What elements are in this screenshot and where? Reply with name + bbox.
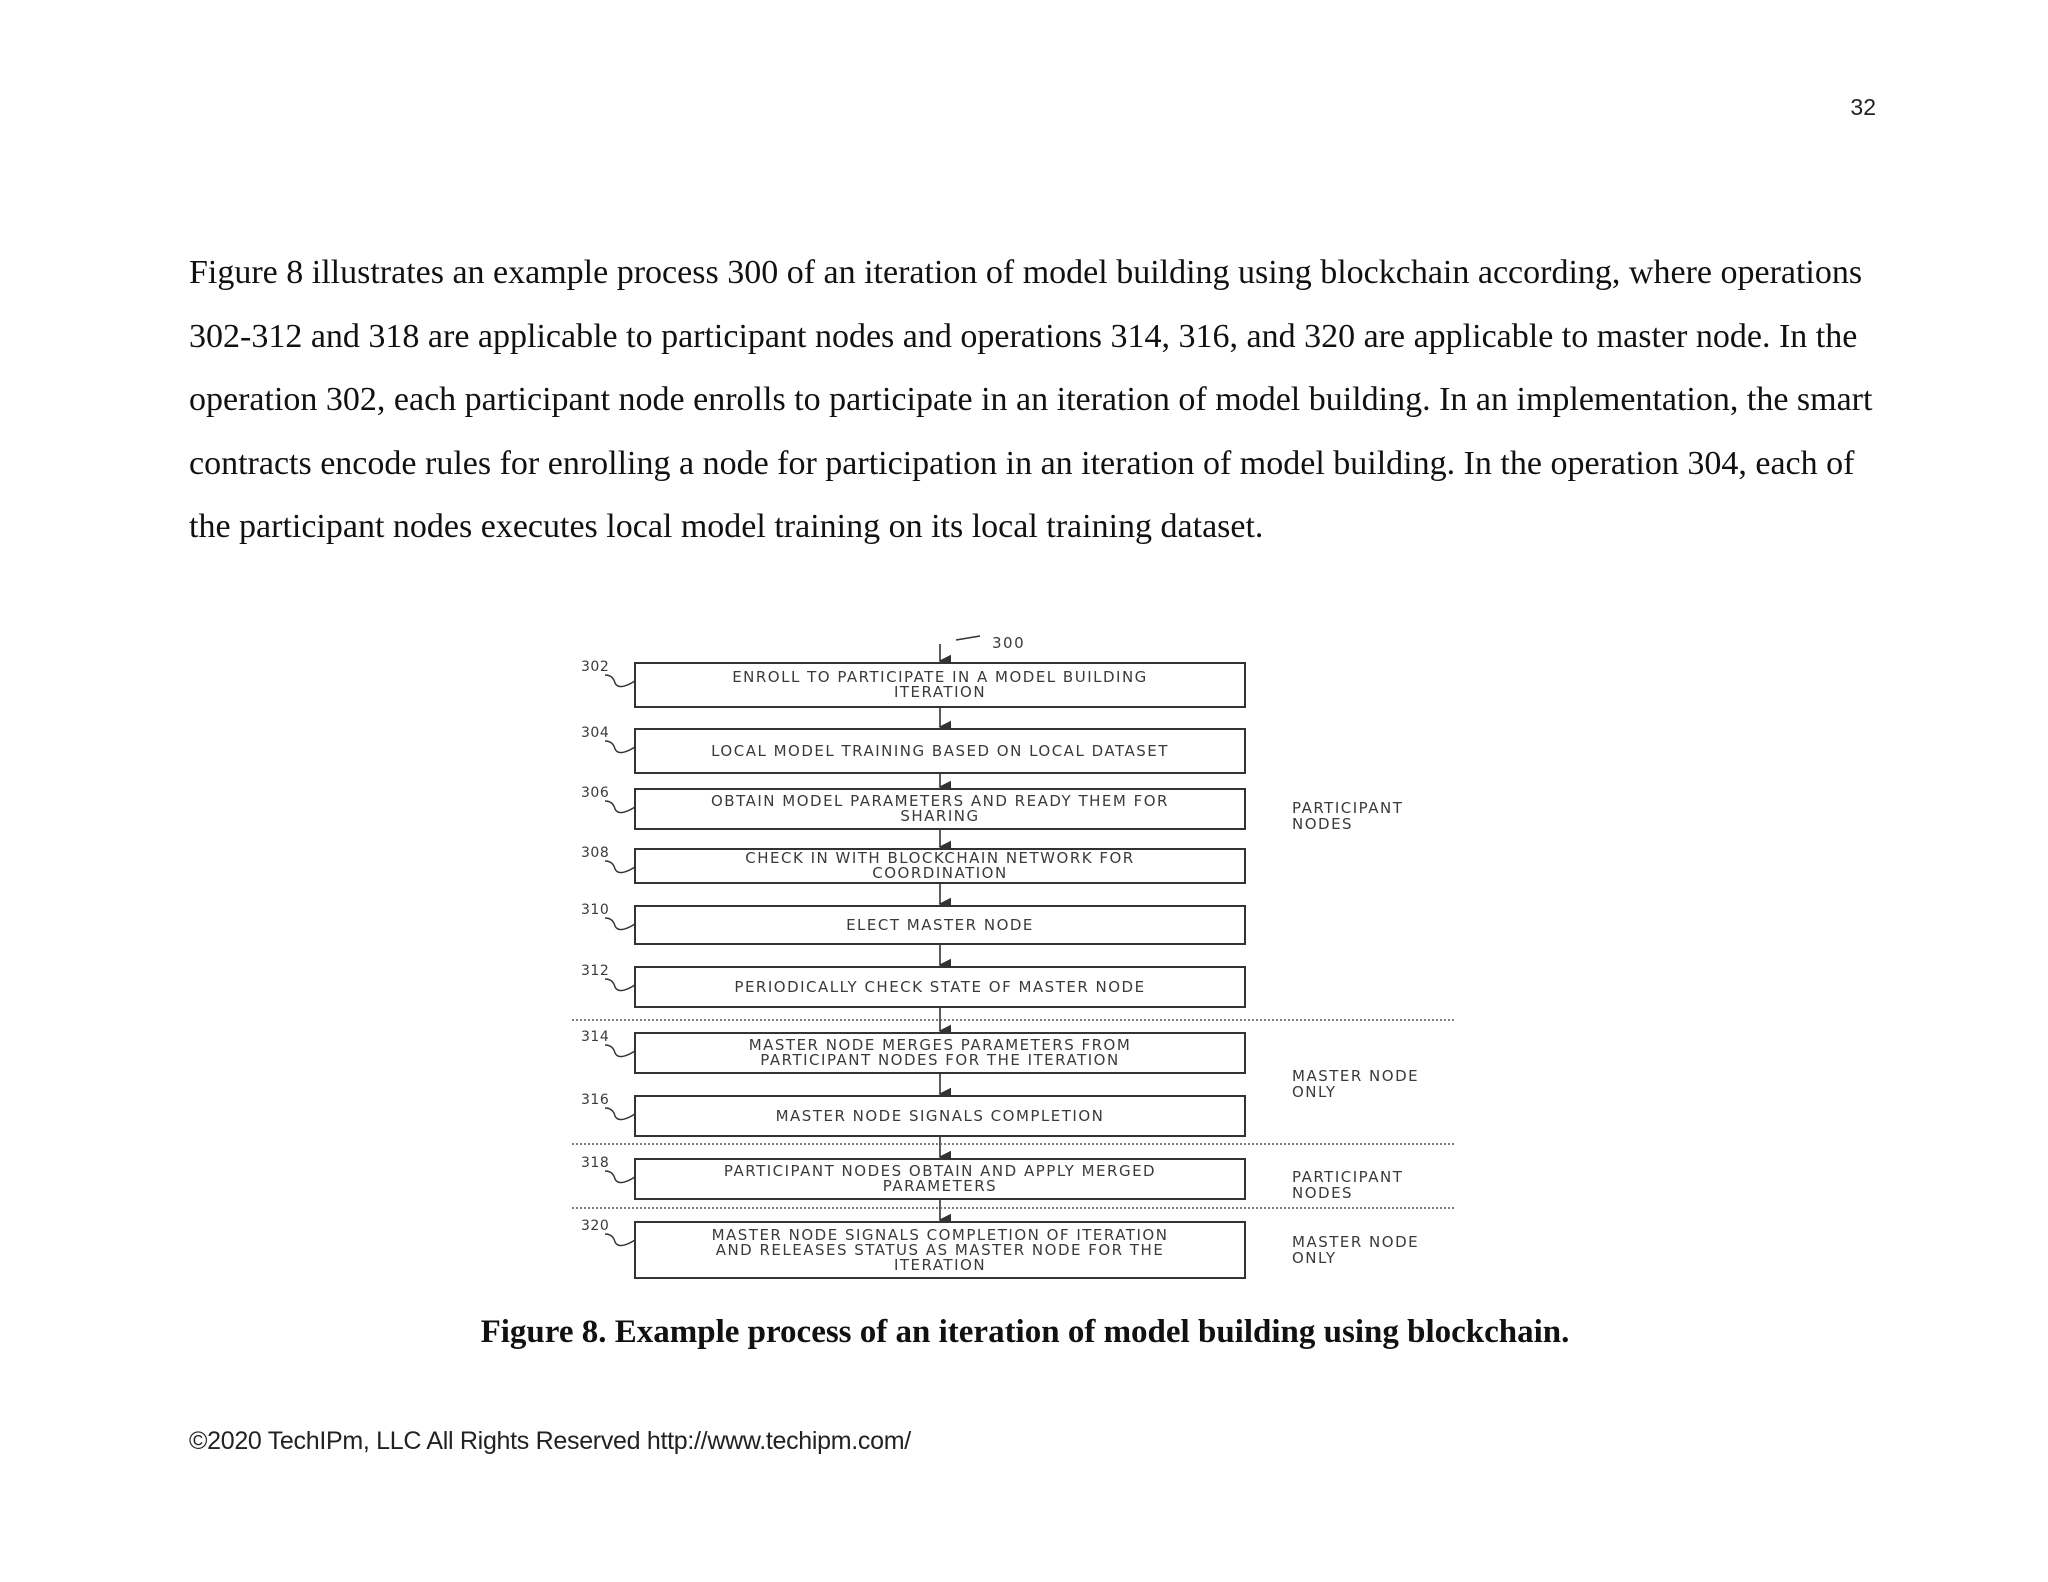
step-text-312 bbox=[635, 967, 1245, 1007]
body-paragraph: Figure 8 illustrates an example process 300 of an iteration of model building using blockchain according, where operations 302-312 and 318 are applicable to participant nodes and operations 314, 316, and 320 are applicable to master node. In the operation 302, each participant node enrolls to participate in an iteration of model building. In an implementation, the smart contracts encode rules for enrolling a node for participation in an iteration of model building. In the operation 304, each of the participant nodes executes local model training on its local training dataset. bbox=[189, 254, 1873, 545]
step-ref-306: 306 bbox=[581, 785, 610, 801]
leader-302 bbox=[605, 675, 635, 687]
side-label-line: ONLY bbox=[1292, 1083, 1337, 1101]
side-label-2 bbox=[1292, 1068, 1419, 1100]
side-label-line: PARTICIPANT bbox=[1292, 799, 1404, 817]
step-line: MASTER NODE SIGNALS COMPLETION OF ITERATION bbox=[711, 1225, 1169, 1244]
step-line: PARAMETERS bbox=[882, 1177, 998, 1195]
leader-306 bbox=[605, 801, 635, 813]
step-line: ITERATION bbox=[893, 683, 987, 701]
step-line: ELECT MASTER NODE bbox=[846, 915, 1034, 934]
step-ref-308: 308 bbox=[581, 845, 610, 861]
step-ref-304: 304 bbox=[581, 725, 610, 741]
step-line: ITERATION bbox=[893, 1255, 987, 1274]
figure-caption: Figure 8. Example process of an iteration of model building using blockchain. bbox=[480, 1314, 1570, 1350]
leader-316 bbox=[605, 1108, 635, 1120]
step-text-316 bbox=[635, 1096, 1245, 1136]
step-text-308 bbox=[635, 849, 1245, 883]
step-line: CHECK IN WITH BLOCKCHAIN NETWORK FOR bbox=[745, 849, 1135, 867]
step-text-318 bbox=[635, 1159, 1245, 1199]
side-label-line: ONLY bbox=[1292, 1249, 1337, 1267]
side-label-line: MASTER NODE bbox=[1292, 1233, 1420, 1251]
step-text-302 bbox=[635, 663, 1245, 707]
leader-314 bbox=[605, 1045, 635, 1057]
step-ref-316: 316 bbox=[581, 1092, 610, 1108]
side-label-line: MASTER NODE bbox=[1292, 1067, 1420, 1085]
step-ref-310: 310 bbox=[581, 902, 610, 918]
side-label-1 bbox=[1292, 800, 1403, 832]
step-line: COORDINATION bbox=[872, 864, 1008, 882]
step-ref-314: 314 bbox=[581, 1029, 610, 1045]
step-ref-312: 312 bbox=[581, 963, 610, 979]
step-line: ENROLL TO PARTICIPATE IN A MODEL BUILDING bbox=[732, 668, 1148, 686]
step-text-320 bbox=[635, 1222, 1245, 1278]
step-line: PARTICIPANT NODES FOR THE ITERATION bbox=[760, 1051, 1120, 1069]
process-number-leader bbox=[956, 636, 980, 640]
side-label-line: NODES bbox=[1292, 815, 1354, 833]
leader-312 bbox=[605, 979, 635, 991]
side-label-4 bbox=[1292, 1234, 1419, 1266]
step-ref-318: 318 bbox=[581, 1155, 610, 1171]
step-text-306 bbox=[635, 789, 1245, 829]
step-line: OBTAIN MODEL PARAMETERS AND READY THEM FOR bbox=[711, 792, 1169, 810]
step-line: PERIODICALLY CHECK STATE OF MASTER NODE bbox=[734, 977, 1146, 996]
leader-304 bbox=[605, 741, 635, 753]
process-number-label: 300 bbox=[992, 634, 1026, 652]
step-line: MASTER NODE MERGES PARAMETERS FROM bbox=[748, 1036, 1132, 1054]
process-flowchart bbox=[560, 628, 1480, 1288]
step-line: LOCAL MODEL TRAINING BASED ON LOCAL DATASET bbox=[711, 741, 1169, 760]
leader-310 bbox=[605, 918, 635, 930]
side-label-line: NODES bbox=[1292, 1184, 1354, 1202]
copyright-footer: ©2020 TechIPm, LLC All Rights Reserved http://www.techipm.com/ bbox=[189, 1427, 911, 1455]
step-text-304 bbox=[635, 729, 1245, 773]
leader-308 bbox=[605, 861, 635, 873]
step-line: AND RELEASES STATUS AS MASTER NODE FOR THE bbox=[715, 1240, 1165, 1259]
step-ref-320: 320 bbox=[581, 1218, 610, 1234]
leader-320 bbox=[605, 1234, 635, 1246]
side-label-line: PARTICIPANT bbox=[1292, 1168, 1404, 1186]
side-label-3 bbox=[1292, 1169, 1403, 1201]
step-line: MASTER NODE SIGNALS COMPLETION bbox=[775, 1106, 1105, 1125]
step-text-310 bbox=[635, 906, 1245, 944]
step-line: SHARING bbox=[900, 807, 980, 825]
step-ref-302: 302 bbox=[581, 659, 610, 675]
step-line: PARTICIPANT NODES OBTAIN AND APPLY MERGED bbox=[723, 1162, 1157, 1180]
step-text-314 bbox=[635, 1033, 1245, 1073]
page-number: 32 bbox=[1850, 94, 1876, 120]
leader-318 bbox=[605, 1171, 635, 1183]
